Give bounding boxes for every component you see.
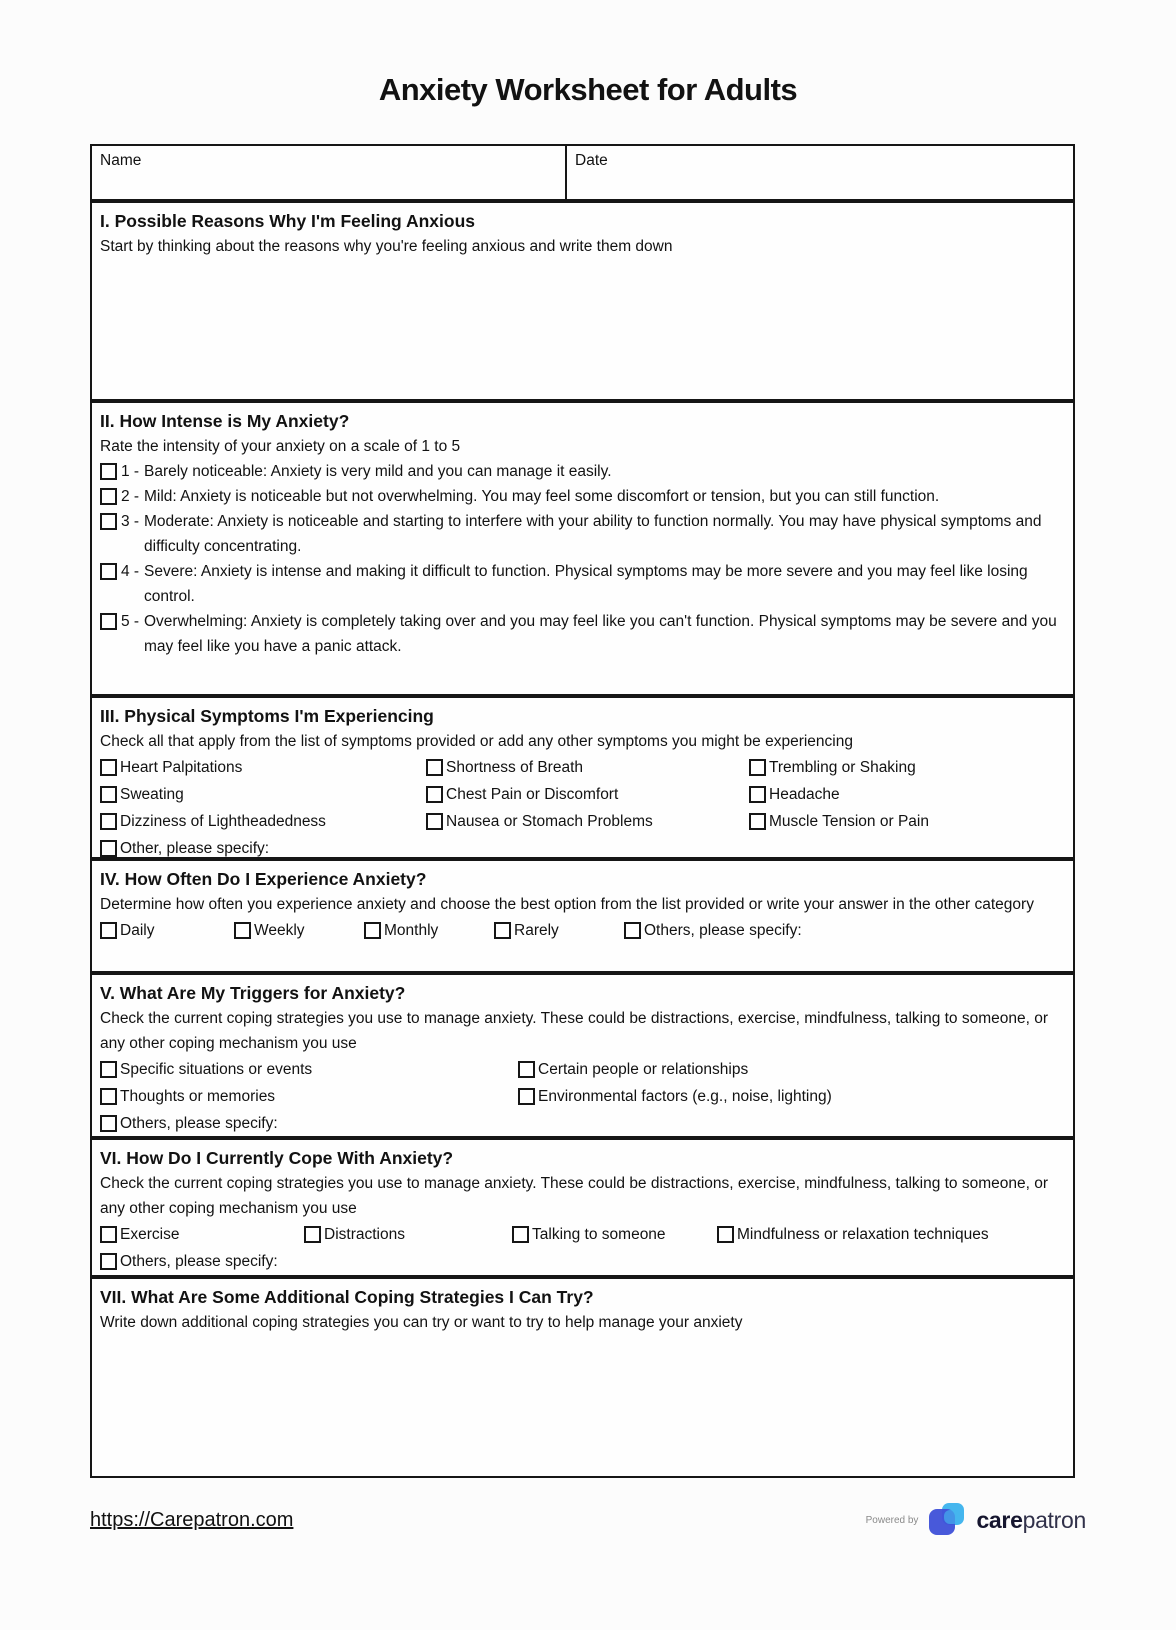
checkbox[interactable] [749,813,766,830]
symptom-option [426,781,749,808]
section-additional-strategies [90,1277,1075,1478]
section-description: Determine how often you experience anxiety and choose the best option from the list provided or write your answer in the other category [100,896,1034,913]
section-description: Check the current coping strategies you use to manage anxiety. These could be distractions, exercise, mindfulness, talking to someone, or any other coping mechanism you use [100,1175,1049,1217]
symptom-option [100,808,426,835]
carepatron-link[interactable]: https://Carepatron.com [90,1508,294,1531]
symptom-option [426,808,749,835]
checkbox[interactable] [100,463,117,480]
checkbox[interactable] [624,922,641,939]
option-text: Moderate: Anxiety is noticeable and starting to interfere with your ability to function normally. You may have physical symptoms and difficulty concentrating. [144,513,1042,555]
section-title: V. What Are My Triggers for Anxiety? [100,983,406,1003]
checkbox[interactable] [512,1226,529,1243]
option-text: Severe: Anxiety is intense and making it difficult to function. Physical symptoms may be more severe and you may feel like losing control. [144,563,1028,605]
section-title: II. How Intense is My Anxiety? [100,411,350,431]
option-number: 1 - [121,463,140,480]
powered-by-badge [866,1500,1086,1540]
checkbox[interactable] [717,1226,734,1243]
option-label: Distractions [324,1225,405,1243]
trigger-option [518,1083,1065,1110]
coping-option [512,1221,717,1248]
symptom-label: Sweating [120,785,184,803]
option-text: Overwhelming: Anxiety is completely taking over and you may feel like you can't function. Physical symptoms may be severe and you may feel like you have a panic attack. [144,613,1057,655]
brand-light: patron [1022,1506,1086,1533]
checkbox[interactable] [749,759,766,776]
brand-bold: care [976,1506,1023,1533]
trigger-option [100,1083,518,1110]
checkbox[interactable] [100,488,117,505]
option-label: Others, please specify: [644,921,802,939]
section-description: Rate the intensity of your anxiety on a scale of 1 to 5 [100,438,461,455]
symptom-option [749,808,1065,835]
intensity-option-5 [100,609,1065,659]
frequency-options [100,917,1065,944]
frequency-option [100,917,234,944]
symptom-label: Headache [769,785,840,803]
section-description: Write down additional coping strategies you can try or want to try to help manage your anxiety [100,1314,743,1331]
checkbox[interactable] [100,786,117,803]
checkbox[interactable] [304,1226,321,1243]
footer [90,1500,1086,1540]
section-symptoms [90,696,1075,859]
checkbox[interactable] [100,1226,117,1243]
checkbox[interactable] [100,563,117,580]
option-number: 5 - [121,613,140,630]
checkbox[interactable] [100,813,117,830]
symptom-option [100,781,426,808]
frequency-option [364,917,494,944]
checkbox[interactable] [100,922,117,939]
symptom-option [749,754,1065,781]
trigger-label: Environmental factors (e.g., noise, lighting) [538,1087,832,1105]
intensity-option-2 [100,484,1065,509]
section-description: Start by thinking about the reasons why you're feeling anxious and write them down [100,238,673,255]
symptom-option [100,754,426,781]
symptom-label: Shortness of Breath [446,758,583,776]
trigger-label: Specific situations or events [120,1060,313,1078]
symptom-option [426,754,749,781]
option-label: Rarely [514,921,559,939]
frequency-option [494,917,624,944]
section-title: I. Possible Reasons Why I'm Feeling Anxious [100,211,475,231]
intensity-option-4 [100,559,1065,609]
trigger-option [100,1056,518,1083]
frequency-other-option [624,917,802,944]
option-number: 4 - [121,563,140,580]
section-triggers [90,973,1075,1138]
checkbox[interactable] [494,922,511,939]
carepatron-logo-icon [927,1500,967,1540]
option-label: Mindfulness or relaxation techniques [737,1225,989,1243]
checkbox[interactable] [100,1088,117,1105]
intensity-option-3 [100,509,1065,559]
checkbox[interactable] [518,1088,535,1105]
option-label: Monthly [384,921,439,939]
coping-other-option [100,1248,1065,1275]
coping-option [304,1221,512,1248]
symptom-label: Trembling or Shaking [769,758,916,776]
option-label: Talking to someone [532,1225,666,1243]
checkbox[interactable] [749,786,766,803]
name-date-table [90,144,1075,201]
option-number: 3 - [121,513,140,530]
symptom-label: Chest Pain or Discomfort [446,785,619,803]
section-description: Check the current coping strategies you use to manage anxiety. These could be distractions, exercise, mindfulness, talking to someone, or any other coping mechanism you use [100,1010,1049,1052]
triggers-grid [100,1056,1065,1110]
option-label: Daily [120,921,155,939]
section-title: VII. What Are Some Additional Coping Strategies I Can Try? [100,1287,594,1307]
checkbox[interactable] [100,1253,117,1270]
trigger-label: Certain people or relationships [538,1060,749,1078]
symptom-label: Dizziness of Lightheadedness [120,812,326,830]
coping-options [100,1221,1065,1248]
reasons-write-area[interactable] [100,259,1065,359]
symptom-label: Muscle Tension or Pain [769,812,929,830]
option-text: Mild: Anxiety is noticeable but not overwhelming. You may feel some discomfort or tension, but you can still function. [144,488,940,505]
other-label: Other, please specify: [120,839,270,857]
trigger-other-option [100,1110,1065,1137]
trigger-option [518,1056,1065,1083]
other-label: Others, please specify: [120,1114,278,1132]
coping-option [100,1221,304,1248]
trigger-label: Thoughts or memories [120,1087,276,1105]
section-title: III. Physical Symptoms I'm Experiencing [100,706,434,726]
worksheet-body [90,144,1075,1478]
checkbox[interactable] [100,613,117,630]
symptoms-grid [100,754,1065,835]
coping-option [717,1221,989,1248]
option-text: Barely noticeable: Anxiety is very mild and you can manage it easily. [144,463,612,480]
section-description: Check all that apply from the list of symptoms provided or add any other symptoms you might be experiencing [100,733,853,750]
checkbox[interactable] [100,1061,117,1078]
date-label: Date [575,152,608,169]
strategies-write-area[interactable] [100,1335,1065,1435]
frequency-option [234,917,364,944]
option-number: 2 - [121,488,140,505]
checkbox[interactable] [426,759,443,776]
symptom-label: Nausea or Stomach Problems [446,812,653,830]
section-title: VI. How Do I Currently Cope With Anxiety? [100,1148,454,1168]
name-label: Name [100,152,142,169]
checkbox[interactable] [100,840,117,857]
section-frequency [90,859,1075,973]
symptom-option [749,781,1065,808]
intensity-option-1 [100,459,1065,484]
checkbox[interactable] [518,1061,535,1078]
section-intensity [90,401,1075,696]
page-title: Anxiety Worksheet for Adults [378,72,798,107]
checkbox[interactable] [234,922,251,939]
section-reasons [90,201,1075,401]
powered-by-label: Powered by [865,1514,919,1526]
section-title: IV. How Often Do I Experience Anxiety? [100,869,427,889]
checkbox[interactable] [100,759,117,776]
other-label: Others, please specify: [120,1252,278,1270]
checkbox[interactable] [426,813,443,830]
name-field[interactable] [92,146,567,199]
checkbox[interactable] [364,922,381,939]
checkbox[interactable] [100,1115,117,1132]
section-coping [90,1138,1075,1277]
checkbox[interactable] [426,786,443,803]
carepatron-wordmark [976,1507,1086,1534]
checkbox[interactable] [100,513,117,530]
option-label: Exercise [120,1225,180,1243]
date-field[interactable] [567,146,1073,199]
symptom-label: Heart Palpitations [120,758,243,776]
option-label: Weekly [254,921,305,939]
symptom-other-option [100,835,1065,859]
